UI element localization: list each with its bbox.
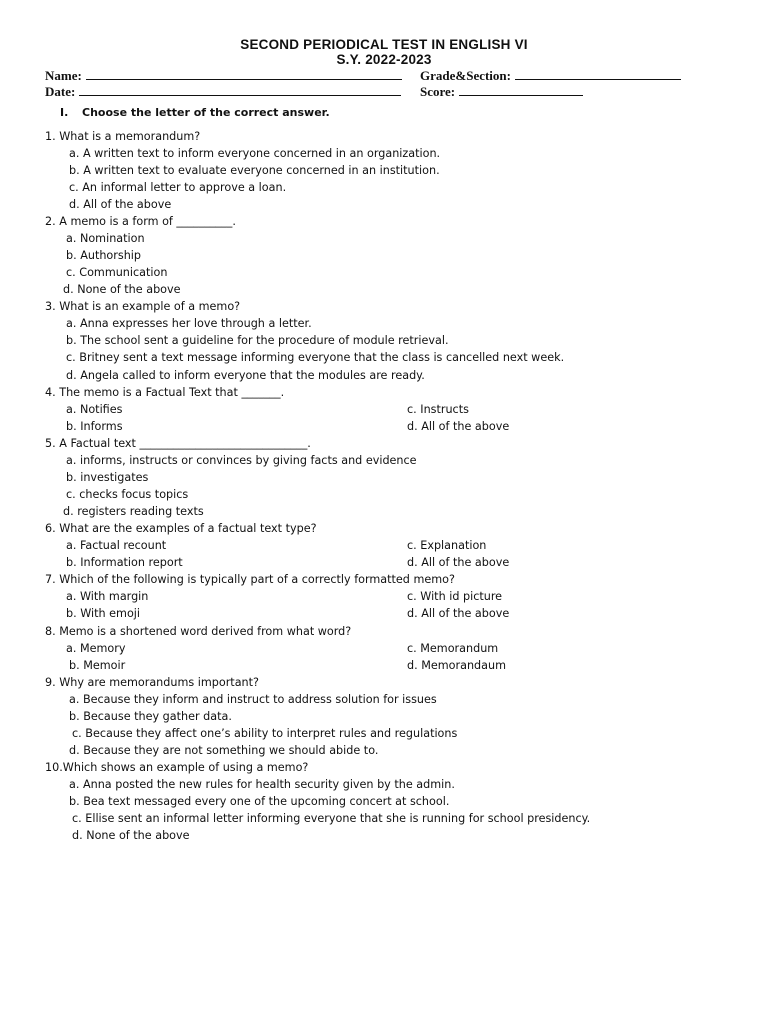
q3-option-d[interactable]: d. Angela called to inform everyone that the modules are ready. (66, 369, 425, 382)
q1-option-b[interactable]: b. A written text to evaluate everyone concerned in an institution. (69, 164, 440, 177)
school-year: S.Y. 2022-2023 (336, 52, 432, 67)
question-7: 7. Which of the following is typically part of a correctly formatted memo? (45, 573, 455, 586)
q9-option-d[interactable]: d. Because they are not something we should abide to. (69, 744, 379, 757)
question-9: 9. Why are memorandums important? (45, 676, 259, 689)
q5-option-a[interactable]: a. informs, instructs or convinces by giving facts and evidence (66, 454, 417, 467)
question-1: 1. What is a memorandum? (45, 130, 201, 143)
score-field[interactable] (420, 84, 583, 100)
q9-option-a[interactable]: a. Because they inform and instruct to address solution for issues (69, 693, 437, 706)
q5-option-c[interactable]: c. checks focus topics (66, 488, 189, 501)
score-line[interactable] (459, 84, 583, 96)
section-heading (60, 106, 330, 119)
grade-section-field[interactable] (420, 68, 681, 84)
section-instruction: Choose the letter of the correct answer. (82, 106, 330, 119)
q10-option-b[interactable]: b. Bea text messaged every one of the upcoming concert at school. (69, 795, 450, 808)
q5-option-b[interactable]: b. investigates (66, 471, 149, 484)
q3-option-a[interactable]: a. Anna expresses her love through a letter. (66, 317, 312, 330)
name-field[interactable] (45, 68, 402, 84)
q4-option-a[interactable]: a. Notifies (66, 403, 123, 416)
q6-option-b[interactable]: b. Information report (66, 556, 183, 569)
q7-option-b[interactable]: b. With emoji (66, 607, 141, 620)
q8-option-c[interactable]: c. Memorandum (407, 642, 499, 655)
q1-option-a[interactable]: a. A written text to inform everyone concerned in an organization. (69, 147, 441, 160)
q6-option-d[interactable]: d. All of the above (407, 556, 510, 569)
grade-section-label: Grade&Section: (420, 68, 511, 83)
q2-option-d[interactable]: d. None of the above (63, 283, 181, 296)
question-10: 10.Which shows an example of using a memo? (45, 761, 309, 774)
q6-option-a[interactable]: a. Factual recount (66, 539, 167, 552)
q3-option-c[interactable]: c. Britney sent a text message informing everyone that the class is cancelled next week. (66, 351, 565, 364)
q4-option-d[interactable]: d. All of the above (407, 420, 510, 433)
q10-option-a[interactable]: a. Anna posted the new rules for health security given by the admin. (69, 778, 455, 791)
date-field[interactable] (45, 84, 401, 100)
q5-option-d[interactable]: d. registers reading texts (63, 505, 204, 518)
name-label: Name: (45, 68, 82, 83)
question-3: 3. What is an example of a memo? (45, 300, 241, 313)
name-line[interactable] (86, 68, 402, 80)
q4-option-c[interactable]: c. Instructs (407, 403, 469, 416)
q3-option-b[interactable]: b. The school sent a guideline for the procedure of module retrieval. (66, 334, 449, 347)
q8-option-b[interactable]: b. Memoir (69, 659, 126, 672)
date-label: Date: (45, 84, 76, 99)
question-8: 8. Memo is a shortened word derived from what word? (45, 625, 352, 638)
question-5: 5. A Factual text ______________________________. (45, 437, 311, 450)
question-2: 2. A memo is a form of __________. (45, 215, 236, 228)
q2-option-a[interactable]: a. Nomination (66, 232, 145, 245)
date-line[interactable] (79, 84, 401, 96)
q9-option-c[interactable]: c. Because they affect one’s ability to interpret rules and regulations (72, 727, 458, 740)
q8-option-a[interactable]: a. Memory (66, 642, 126, 655)
q1-option-c[interactable]: c. An informal letter to approve a loan. (69, 181, 287, 194)
q7-option-a[interactable]: a. With margin (66, 590, 149, 603)
section-number: I. (60, 106, 69, 119)
score-label: Score: (420, 84, 456, 99)
q7-option-d[interactable]: d. All of the above (407, 607, 510, 620)
q10-option-c[interactable]: c. Ellise sent an informal letter informing everyone that she is running for school presidency. (72, 812, 591, 825)
q1-option-d[interactable]: d. All of the above (69, 198, 172, 211)
question-4: 4. The memo is a Factual Text that _______. (45, 386, 285, 399)
grade-section-line[interactable] (515, 68, 681, 80)
q6-option-c[interactable]: c. Explanation (407, 539, 487, 552)
test-title: SECOND PERIODICAL TEST IN ENGLISH VI (240, 37, 528, 52)
q7-option-c[interactable]: c. With id picture (407, 590, 503, 603)
q2-option-c[interactable]: c. Communication (66, 266, 168, 279)
q8-option-d[interactable]: d. Memorandaum (407, 659, 506, 672)
q4-option-b[interactable]: b. Informs (66, 420, 123, 433)
q10-option-d[interactable]: d. None of the above (72, 829, 190, 842)
q2-option-b[interactable]: b. Authorship (66, 249, 142, 262)
q9-option-b[interactable]: b. Because they gather data. (69, 710, 232, 723)
question-6: 6. What are the examples of a factual text type? (45, 522, 317, 535)
